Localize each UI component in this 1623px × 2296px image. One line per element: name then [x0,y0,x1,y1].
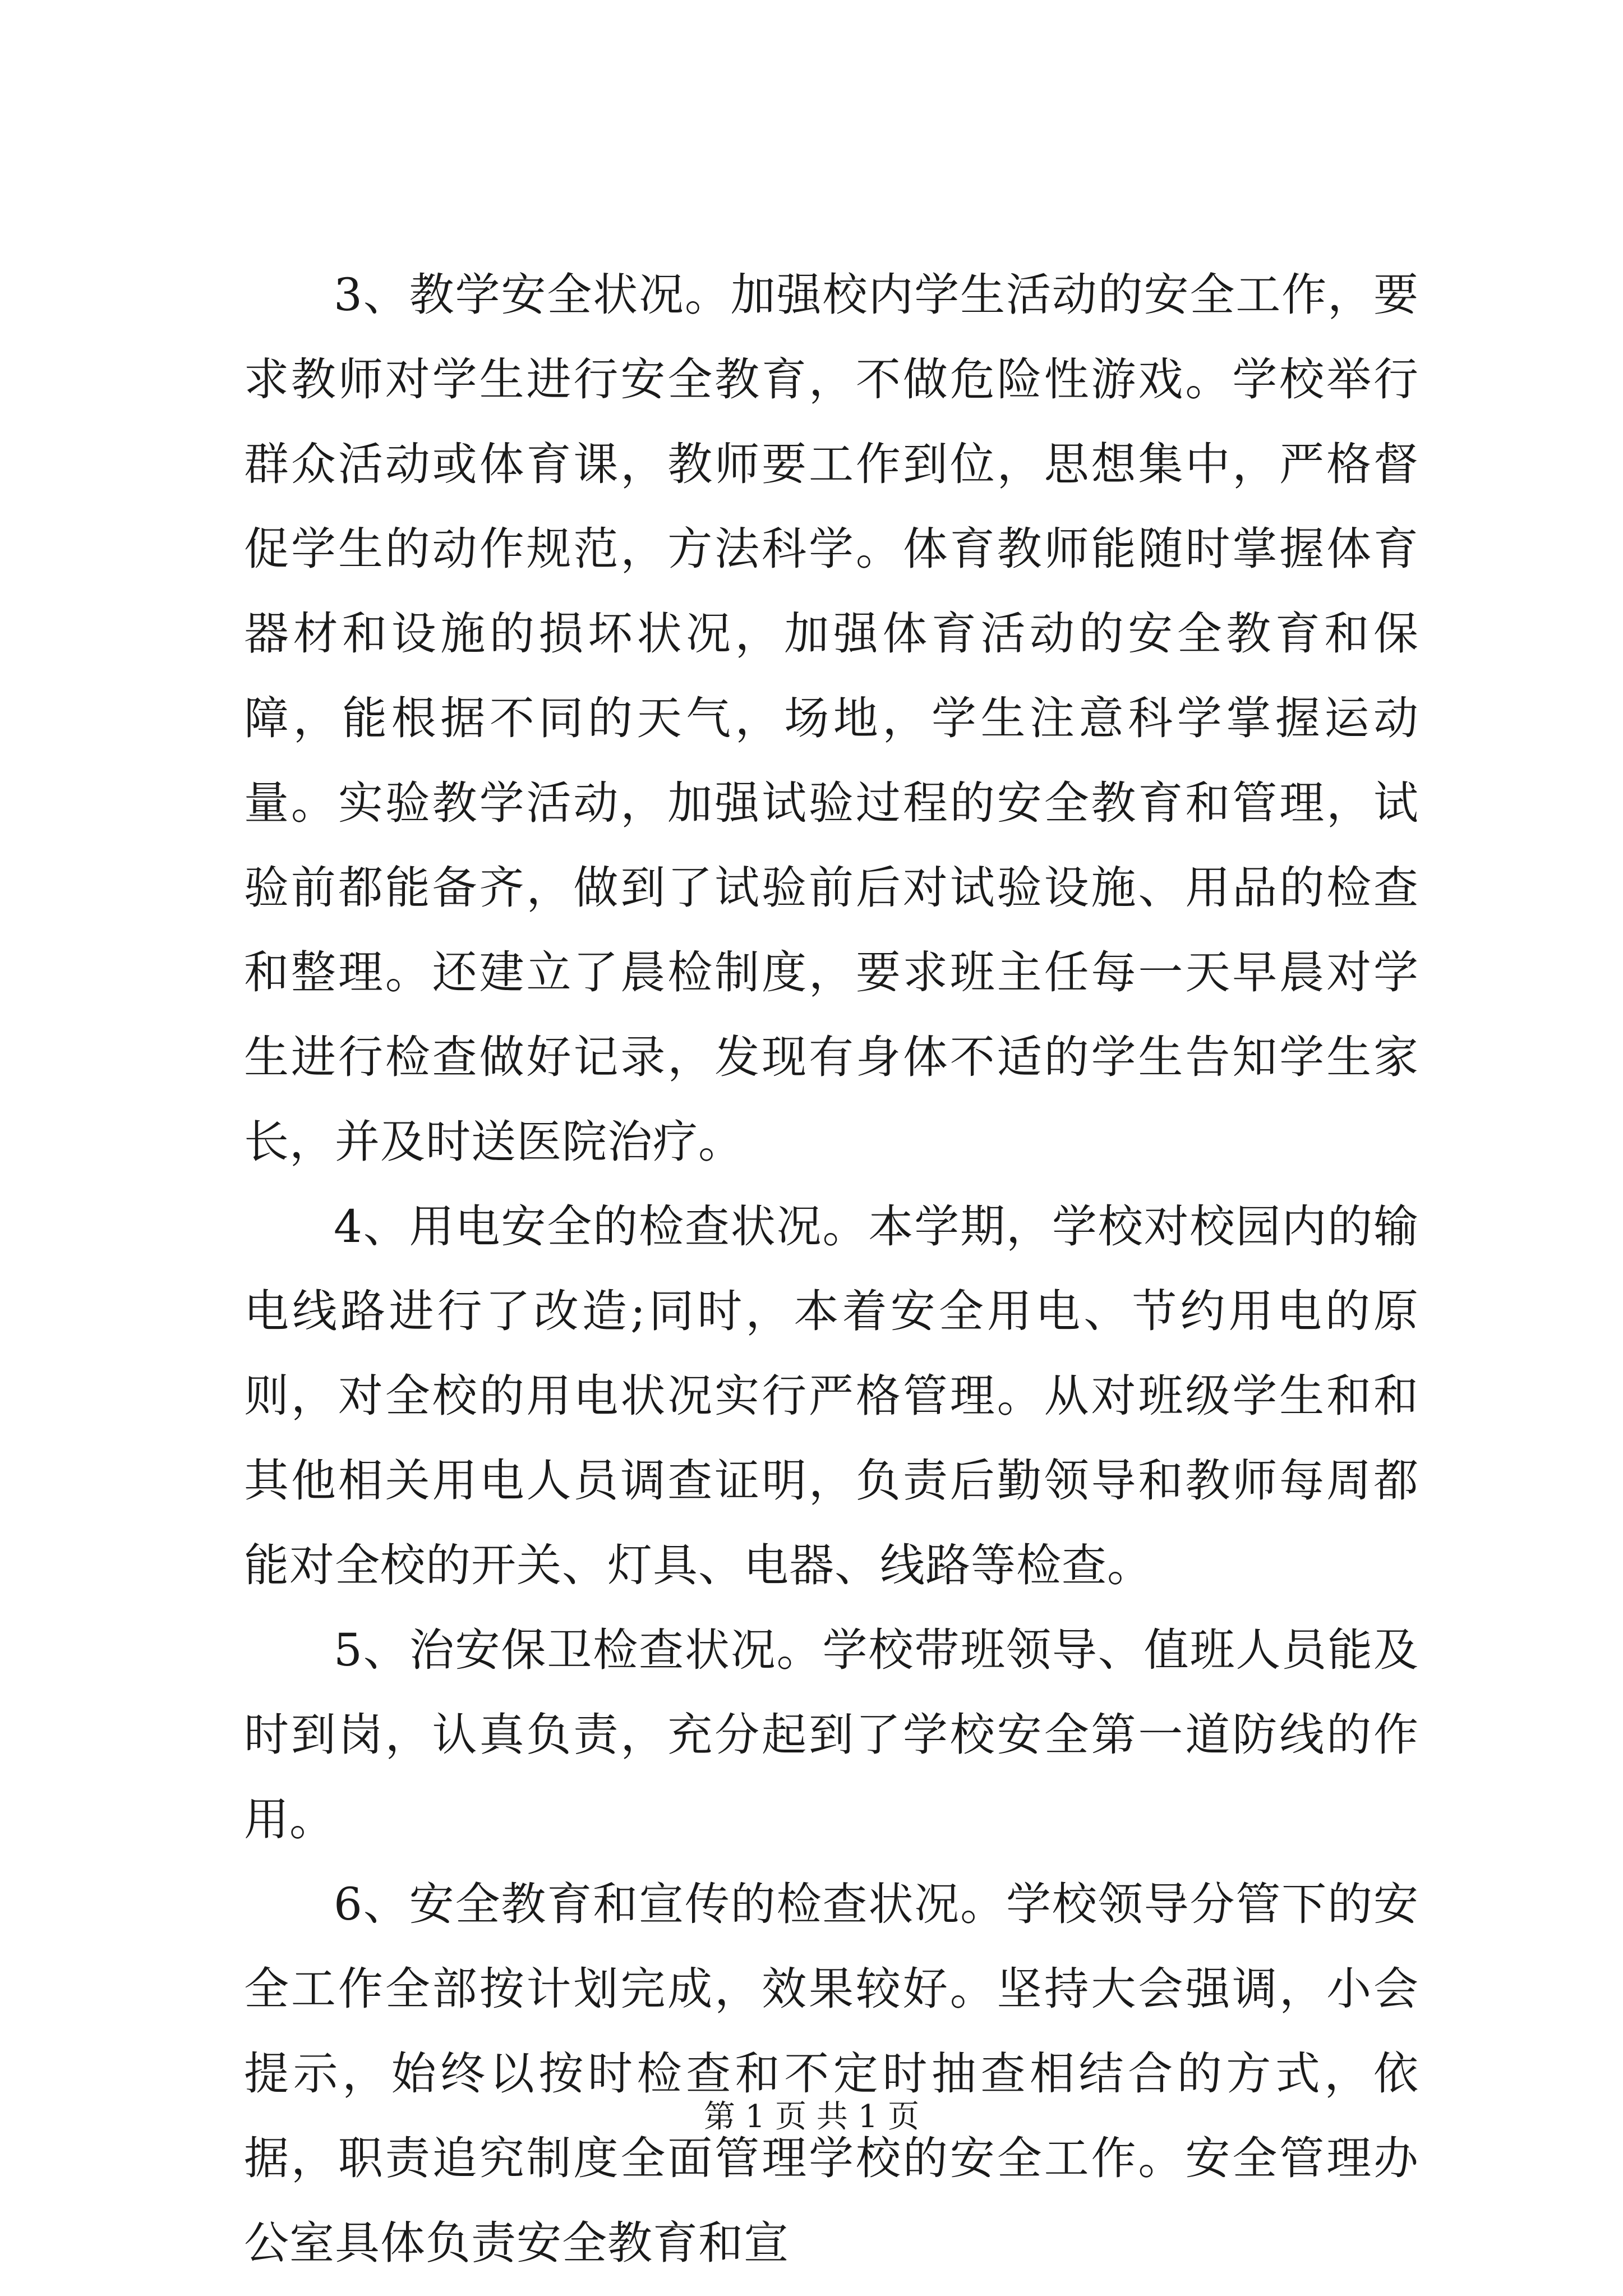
paragraph-teaching-safety: 3、教学安全状况。加强校内学生活动的安全工作，要求教师对学生进行安全教育，不做危险性游戏。学校举行群众活动或体育课，教师要工作到位，思想集中，严格督促学生的动作规范，方法科学。体育教师能随时掌握体育器材和设施的损坏状况，加强体育活动的安全教育和保障，能根据不同的天气，场地，学生注意科学掌握运动量。实验教学活动，加强试验过程的安全教育和管理，试验前都能备齐，做到了试验前后对试验设施、用品的检查和整理。还建立了晨检制度，要求班主任每一天早晨对学生进行检查做好记录，发现有身体不适的学生告知学生家长，并及时送医院治疗。 [244,269,1419,1168]
paragraph-electricity-safety: 4、用电安全的检查状况。本学期，学校对校园内的输电线路进行了改造;同时，本着安全用电、节约用电的原则，对全校的用电状况实行严格管理。从对班级学生和和其他相关用电人员调查证明，负责后勤领导和教师每周都能对全校的开关、灯具、电器、线路等检查。 [244,1200,1419,1591]
paragraph-security-guard: 5、治安保卫检查状况。学校带班领导、值班人员能及时到岗，认真负责，充分起到了学校安全第一道防线的作用。 [244,1624,1419,1846]
document-body [244,252,1419,2285]
page-number-footer: 第 1 页 共 1 页 [703,2099,920,2135]
paragraph-safety-education: 6、安全教育和宣传的检查状况。学校领导分管下的安全工作全部按计划完成，效果较好。坚持大会强调，小会提示，始终以按时检查和不定时抽查相结合的方式，依据，职责追究制度全面管理学校的安全工作。安全管理办公室具体负责安全教育和宣 [244,1878,1419,2269]
